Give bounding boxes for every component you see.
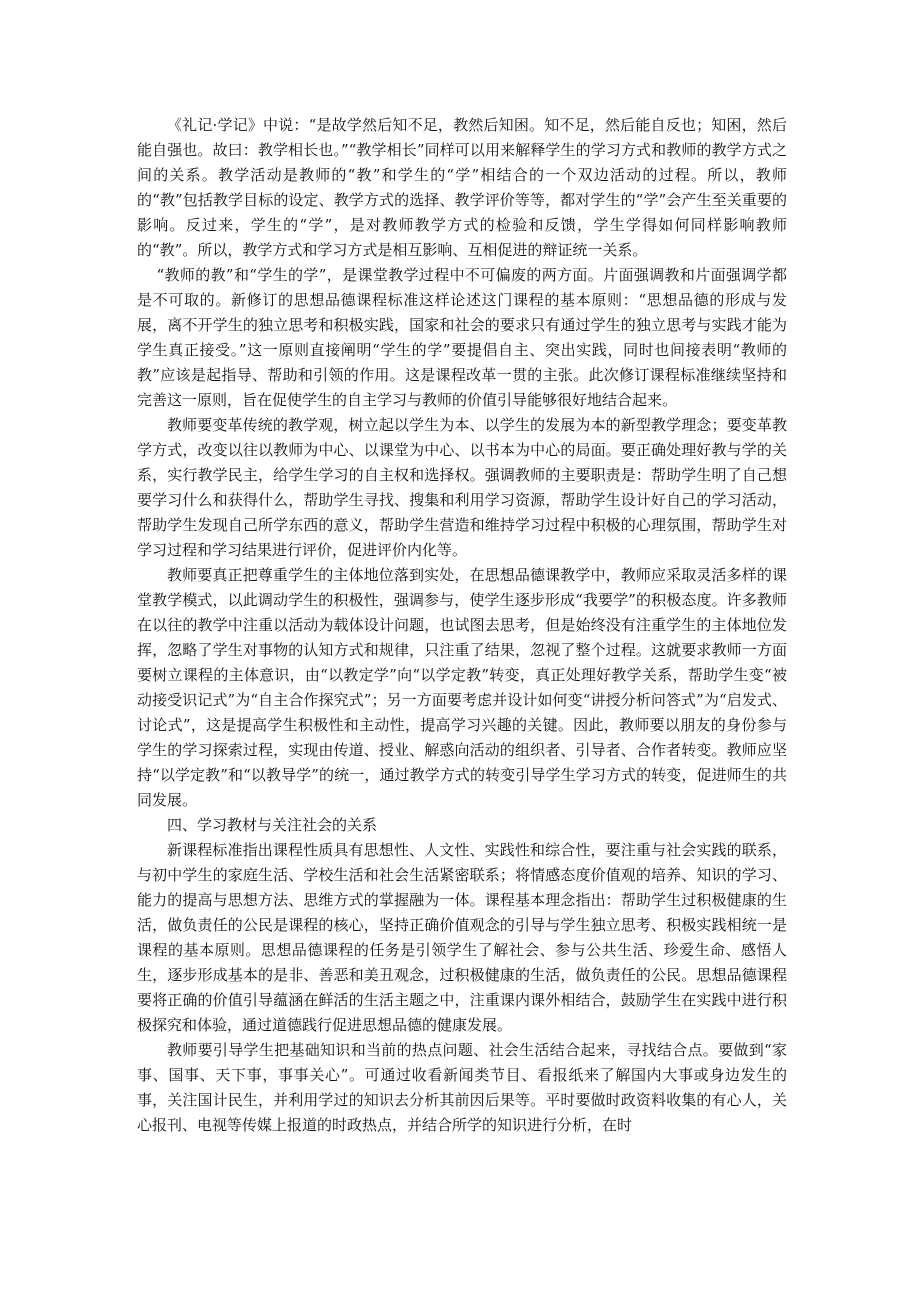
paragraph-student-subject: 教师要真正把尊重学生的主体地位落到实处，在思想品德课教学中，教师应采取灵活多样的课堂教学模式，以此调动学生的积极性，强调参与，使学生逐步形成“我要学”的积极态度。许多教师在以往的教学中注重以活动为载体设计问题，也试图去思考，但是始终没有注重学生的主体地位发挥，忽略了学生对事物的认知方式和规律，只注重了结果，忽视了整个过程。这就要求教师一方面要树立课程的主体意识，由“以教定学”向“以学定教”转变，真正处理好教学关系，帮助学生变“被动接受识记式”为“自主合作探究式”；另一方面要考虑并设计如何变“讲授分析问答式”为“启发式、讨论式”，这是提高学生积极性和主动性，提高学习兴趣的关键。因此，教师要以朋友的身份参与学生的学习探索过程，实现由传道、授业、解惑向活动的组织者、引导者、合作者转变。教师应坚持“以学定教”和“以教导学”的统一，通过教学方式的转变引导学生学习方式的转变，促进师生的共同发展。 <box>137 566 787 809</box>
paragraph-curriculum-standard: 新课程标准指出课程性质具有思想性、人文性、实践性和综合性，要注重与社会实践的联系，与初中学生的家庭生活、学校生活和社会生活紧密联系；将情感态度价值观的培养、知识的学习、能力的提高与思想方法、思维方式的掌握融为一体。课程基本理念指出：帮助学生过积极健康的生活，做负责任的公民是课程的核心，坚持正确价值观念的引导与学生独立思考、积极实践相统一是课程的基本原则。思想品德课程的任务是引领学生了解社会、参与公共生活、珍爱生命、感悟人生，逐步形成基本的是非、善恶和美丑观念，过积极健康的生活，做负责任的公民。思想品德课程要将正确的价值引导蕴涵在鲜活的生活主题之中，注重课内课外相结合，鼓励学生在实践中进行积极探究和体验，通过道德践行促进思想品德的健康发展。 <box>137 841 787 1034</box>
paragraph-current-affairs: 教师要引导学生把基础知识和当前的热点问题、社会生活结合起来，寻找结合点。要做到“家事、国事、天下事，事事关心”。可通过收看新闻类节目、看报纸来了解国内大事或身边发生的事，关注国计民生，并利用学过的知识去分析其前因后果等。平时要做时政资料收集的有心人，关心报刊、电视等传媒上报道的时政热点，并结合所学的知识进行分析，在时 <box>137 1041 787 1134</box>
paragraph-teaching-reform: 教师要变革传统的教学观，树立起以学生为本、以学生的发展为本的新型教学理念；要变革教学方式，改变以往以教师为中心、以课堂为中心、以书本为中心的局面。要正确处理好教与学的关系，实行教学民主，给学生学习的自主权和选择权。强调教师的主要职责是：帮助学生明了自己想要学习什么和获得什么，帮助学生寻找、搜集和利用学习资源，帮助学生设计好自己的学习活动，帮助学生发现自己所学东西的意义，帮助学生营造和维持学习过程中积极的心理氛围，帮助学生对学习过程和学习结果进行评价，促进评价内化等。 <box>137 416 787 559</box>
document-page <box>137 113 787 1138</box>
section-heading: 四、学习教材与关注社会的关系 <box>167 816 378 834</box>
paragraph-teacher-student: “教师的教”和“学生的学”，是课堂教学过程中不可偏废的两方面。片面强调教和片面强调学都是不可取的。新修订的思想品德课程标准这样论述这门课程的基本原则：“思想品德的形成与发展，离不开学生的独立思考和积极实践，国家和社会的要求只有通过学生的独立思考与实践才能为学生真正接受。”这一原则直接阐明“学生的学”要提倡自主、突出实践，同时也间接表明“教师的教”应该是起指导、帮助和引领的作用。这是课程改革一贯的主张。此次修订课程标准继续坚持和完善这一原则，旨在促使学生的自主学习与教师的价值引导能够很好地结合起来。 <box>137 266 787 409</box>
paragraph-xueji: 《礼记·学记》中说：“是故学然后知不足，教然后知困。知不足，然后能自反也；知困，然后能自强也。故曰：教学相长也。”“教学相长”同样可以用来解释学生的学习方式和教师的教学方式之间的关系。教学活动是教师的“教”和学生的“学”相结合的一个双边活动的过程。所以，教师的“教”包括教学目标的设定、教学方式的选择、教学评价等等，都对学生的“学”会产生至关重要的影响。反过来，学生的“学”，是对教师教学方式的检验和反馈，学生学得如何同样影响教师的“教”。所以，教学方式和学习方式是相互影响、互相促进的辩证统一关系。 <box>137 116 787 259</box>
